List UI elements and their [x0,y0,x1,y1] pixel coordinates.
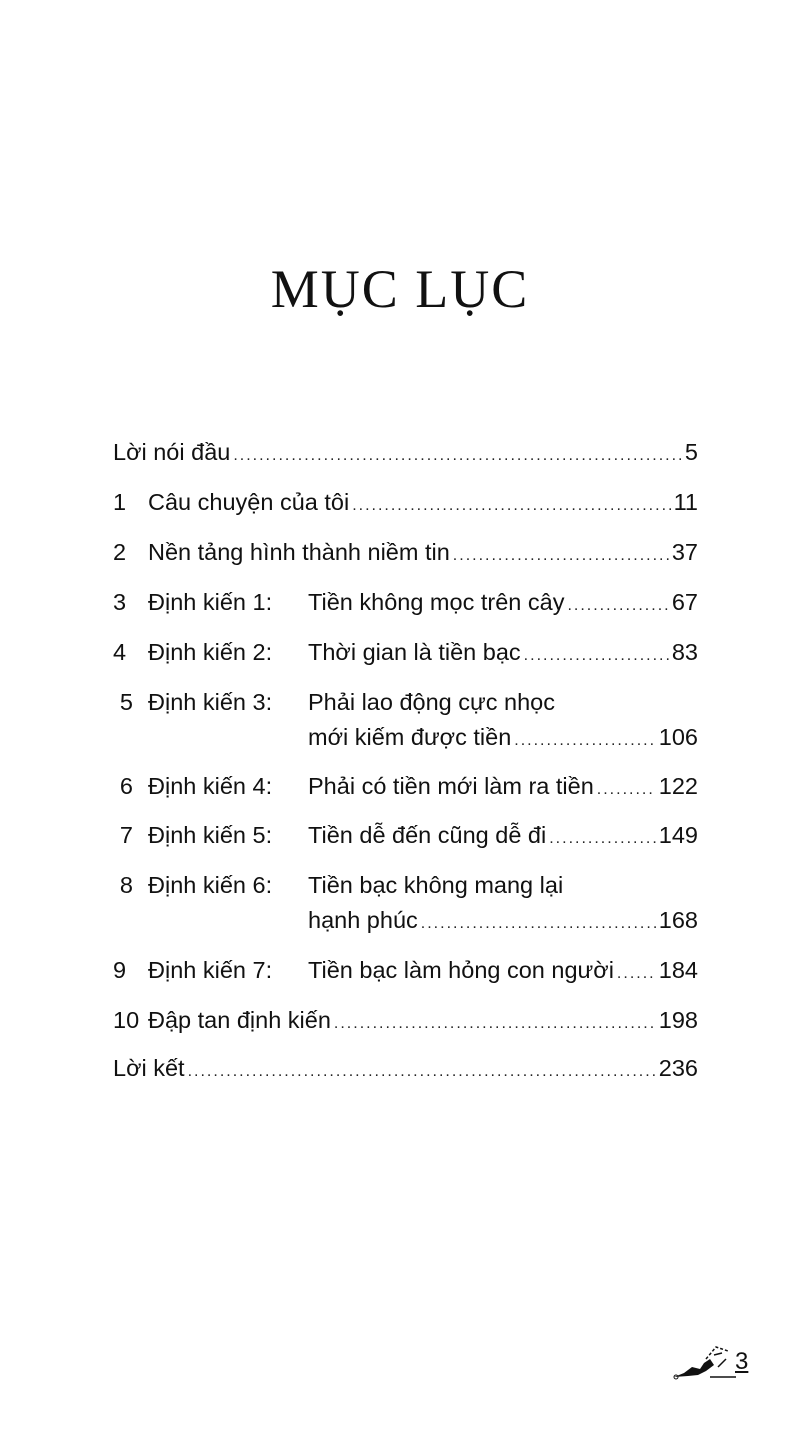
entry-page: 83 [671,639,698,665]
entry-label: Phải có tiền mới làm ra tiền [308,773,594,799]
entry-prefix: Định kiến 1: [148,589,273,615]
entry-number: 9 [113,957,127,983]
dot-leader [514,726,656,756]
toc-entry[interactable] [113,687,698,717]
entry-number: 7 [119,822,133,848]
toc-entry[interactable] [113,537,698,567]
entry-label: Câu chuyện của tôi [148,489,350,515]
toc-entry[interactable] [113,955,698,985]
entry-prefix: Định kiến 4: [148,773,273,799]
dot-leader [524,641,669,671]
entry-number: 4 [113,639,127,665]
toc-entry[interactable] [113,587,698,617]
entry-page: 198 [658,1007,698,1033]
entry-page: 236 [658,1055,698,1081]
dot-leader [549,824,656,854]
entry-number: 8 [119,872,133,898]
toc-entry[interactable] [113,1053,698,1083]
entry-number: 2 [113,539,127,565]
entry-label-line2: mới kiếm được tiền [308,724,512,750]
dot-leader [617,959,656,989]
entry-prefix: Định kiến 6: [148,872,273,898]
entry-label: Đập tan định kiến [148,1007,331,1033]
toc-entry-continued[interactable] [113,905,698,935]
toc-entry[interactable] [113,820,698,850]
entry-page: 184 [658,957,698,983]
entry-label: Lời nói đầu [113,439,231,465]
entry-page: 37 [671,539,698,565]
entry-page: 67 [671,589,698,615]
dot-leader [334,1009,656,1039]
entry-page: 11 [673,489,698,515]
entry-label: Nền tảng hình thành niềm tin [148,539,450,565]
toc-entry[interactable] [113,637,698,667]
toc-entry[interactable] [113,870,698,900]
entry-page: 106 [658,724,698,750]
entry-prefix: Định kiến 2: [148,639,273,665]
entry-number: 3 [113,589,127,615]
toc-entry[interactable] [113,1005,698,1035]
entry-page: 149 [658,822,698,848]
entry-prefix: Định kiến 7: [148,957,273,983]
entry-number: 10 [113,1007,140,1033]
dot-leader [597,775,656,805]
entry-number: 6 [119,773,133,799]
entry-label: Tiền bạc làm hỏng con người [308,957,614,983]
entry-prefix: Định kiến 5: [148,822,273,848]
entry-page: 168 [658,907,698,933]
entry-number: 5 [119,689,133,715]
dot-leader [233,441,682,471]
toc-entry[interactable] [113,771,698,801]
toc-entry-continued[interactable] [113,722,698,752]
entry-label: Lời kết [113,1055,185,1081]
entry-label: Tiền dễ đến cũng dễ đi [308,822,547,848]
page-number: 3 [735,1348,749,1375]
entry-label: Tiền bạc không mang lại [308,872,564,898]
dot-leader [188,1057,656,1087]
entry-page: 122 [658,773,698,799]
entry-prefix: Định kiến 3: [148,689,273,715]
dot-leader [352,491,670,521]
entry-label-line2: hạnh phúc [308,907,418,933]
dot-leader [453,541,669,571]
toc-entry[interactable] [113,487,698,517]
entry-label: Thời gian là tiền bạc [308,639,521,665]
entry-number: 1 [113,489,127,515]
entry-label: Tiền không mọc trên cây [308,589,565,615]
dot-leader [421,909,656,939]
page-title: MỤC LỤC [270,259,530,320]
dot-leader [567,591,668,621]
toc-entry[interactable] [113,437,698,467]
entry-label: Phải lao động cực nhọc [308,689,555,715]
entry-page: 5 [684,439,698,465]
